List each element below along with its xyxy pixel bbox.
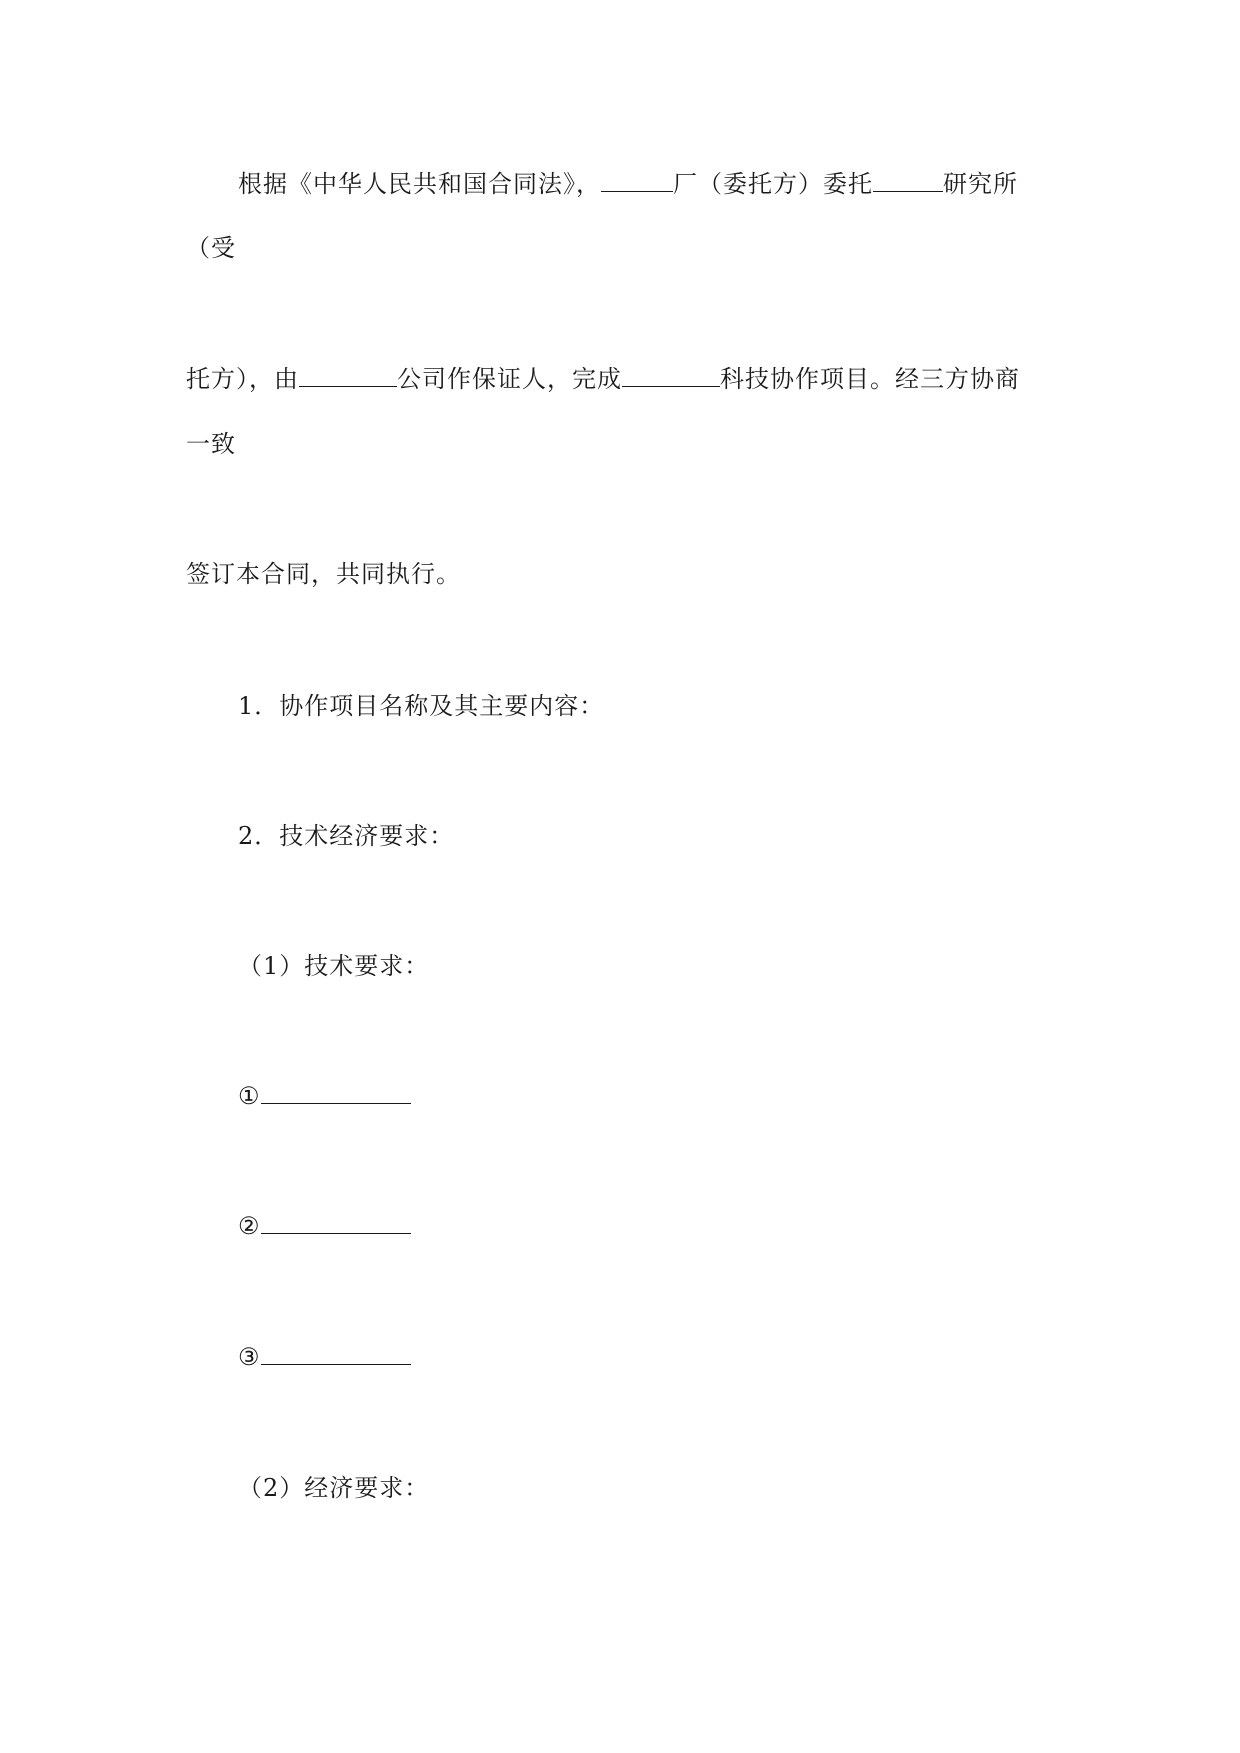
econ-requirements-text: （2）经济要求： bbox=[238, 1474, 430, 1502]
blank-factory bbox=[601, 169, 673, 192]
tech-requirement-item-3 bbox=[238, 1341, 411, 1373]
tech-requirement-item-1 bbox=[238, 1080, 411, 1112]
preamble-line-5 bbox=[186, 558, 461, 590]
tech-requirements-heading bbox=[238, 950, 429, 982]
tech-requirement-item-2 bbox=[238, 1210, 411, 1242]
preamble-line-3 bbox=[186, 363, 1020, 395]
blank-tech-item-1 bbox=[261, 1081, 411, 1104]
blank-project bbox=[622, 364, 720, 387]
tech-item-2-marker: ② bbox=[238, 1212, 261, 1240]
blank-tech-item-2 bbox=[261, 1211, 411, 1234]
section-item-2-text: 2．技术经济要求： bbox=[238, 822, 455, 850]
blank-tech-item-3 bbox=[261, 1342, 411, 1365]
preamble-line-4 bbox=[186, 428, 236, 460]
preamble-text-7: 科技协作项目。经三方协商 bbox=[720, 365, 1020, 393]
preamble-text-9: 签订本合同，共同执行。 bbox=[186, 560, 461, 588]
preamble-line-1 bbox=[238, 168, 1018, 200]
preamble-text-4: （受 bbox=[186, 234, 236, 262]
preamble-line-2 bbox=[186, 232, 236, 264]
preamble-text-1: 根据《中华人民共和国合同法》， bbox=[238, 170, 601, 198]
preamble-text-2: 厂（委托方）委托 bbox=[673, 170, 873, 198]
tech-requirements-text: （1）技术要求： bbox=[238, 952, 430, 980]
tech-item-3-marker: ③ bbox=[238, 1343, 261, 1371]
preamble-text-5: 托方），由 bbox=[186, 365, 299, 393]
section-item-1 bbox=[238, 690, 604, 722]
section-item-1-text: 1．协作项目名称及其主要内容： bbox=[238, 692, 605, 720]
econ-requirements-heading bbox=[238, 1472, 429, 1504]
preamble-text-6: 公司作保证人，完成 bbox=[397, 365, 622, 393]
preamble-text-8: 一致 bbox=[186, 430, 236, 458]
blank-institute bbox=[873, 169, 943, 192]
tech-item-1-marker: ① bbox=[238, 1082, 261, 1110]
blank-guarantor-company bbox=[299, 364, 397, 387]
section-item-2 bbox=[238, 820, 454, 852]
preamble-text-3: 研究所 bbox=[943, 170, 1018, 198]
